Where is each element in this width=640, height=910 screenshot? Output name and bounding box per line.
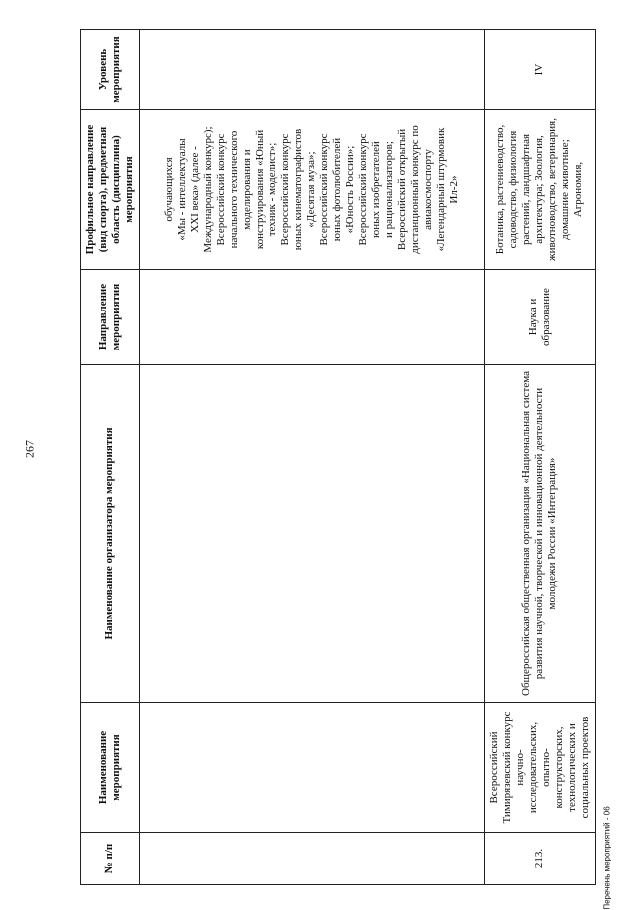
row-level: IV [484,30,595,110]
cont-line: Ил-2» [448,175,461,204]
cont-line: обучающихся [162,157,175,222]
cont-profile [139,110,484,270]
cont-line: Всероссийский конкурс [279,133,292,246]
events-table [80,29,596,885]
cont-line: и рационализаторов; [383,141,396,238]
cont-line: дистанционный конкурс по [409,125,422,254]
cont-line: «Юность России»; [344,145,357,234]
cont-line: «Легендарный штурмовик [435,127,448,252]
cont-line: Всероссийский конкурс [318,133,331,246]
cont-line: Международный конкурс); [201,126,214,253]
cont-line: авиакосмоспорту [422,149,435,230]
cont-line: начального технического [227,130,240,249]
cont-line: Всероссийский конкурс [357,133,370,246]
header-organizer: Наименование организатора мероприятия [81,365,140,703]
header-row [81,30,140,885]
cont-line: техник - моделист»; [266,142,279,237]
row-organizer: Общероссийская общественная организация «Национальная система развития научной, творческой и инновационной деятельности молодежи России «Интеграция» [484,365,595,703]
cont-line: юных фотолюбителей [331,137,344,242]
cont-num [139,833,484,885]
cont-line: «Мы - интеллектуалы [175,138,188,241]
table-row [484,30,595,885]
cont-line: «Десятая муза»; [305,151,318,228]
header-num: № п/п [81,833,140,885]
cont-line: моделирования и [240,149,253,230]
header-name: Наименование мероприятия [81,703,140,833]
cont-direction [139,270,484,365]
page-number: 267 [22,440,37,458]
footer-note: Перечень мероприятий - 06 [602,806,612,910]
header-direction: Направление мероприятия [81,270,140,365]
header-level: Уровень мероприятия [81,30,140,110]
cont-line: XXI века» (далее - [188,146,201,233]
cont-organizer [139,365,484,703]
cont-line: Всероссийский открытый [396,128,409,251]
row-num: 213. [484,833,595,885]
rotated-table-container [80,30,591,885]
continuation-row [139,30,484,885]
row-name: Всероссийский Тимирязевский конкурс научно-исследовательских, опытно-конструкторских, технологических и социальных проектов [484,703,595,833]
cont-profile-lines [163,115,461,264]
cont-level [139,30,484,110]
row-direction: Наука и образование [484,270,595,365]
cont-line: юных изобретателей [370,141,383,238]
cont-line: юных кинематографистов [292,128,305,251]
cont-line: конструирования «Юный [253,129,266,250]
cont-line: Всероссийский конкурс [214,133,227,246]
row-profile: Ботаника, растениеводство, садоводство, физиология растений, ландшафтная архитектура; Зоология, животноводство, ветеринария, домашние животные; Агрономия, [484,110,595,270]
header-profile: Профильное направление (вид спорта), предметная область (дисциплина) мероприятия [81,110,140,270]
cont-name [139,703,484,833]
